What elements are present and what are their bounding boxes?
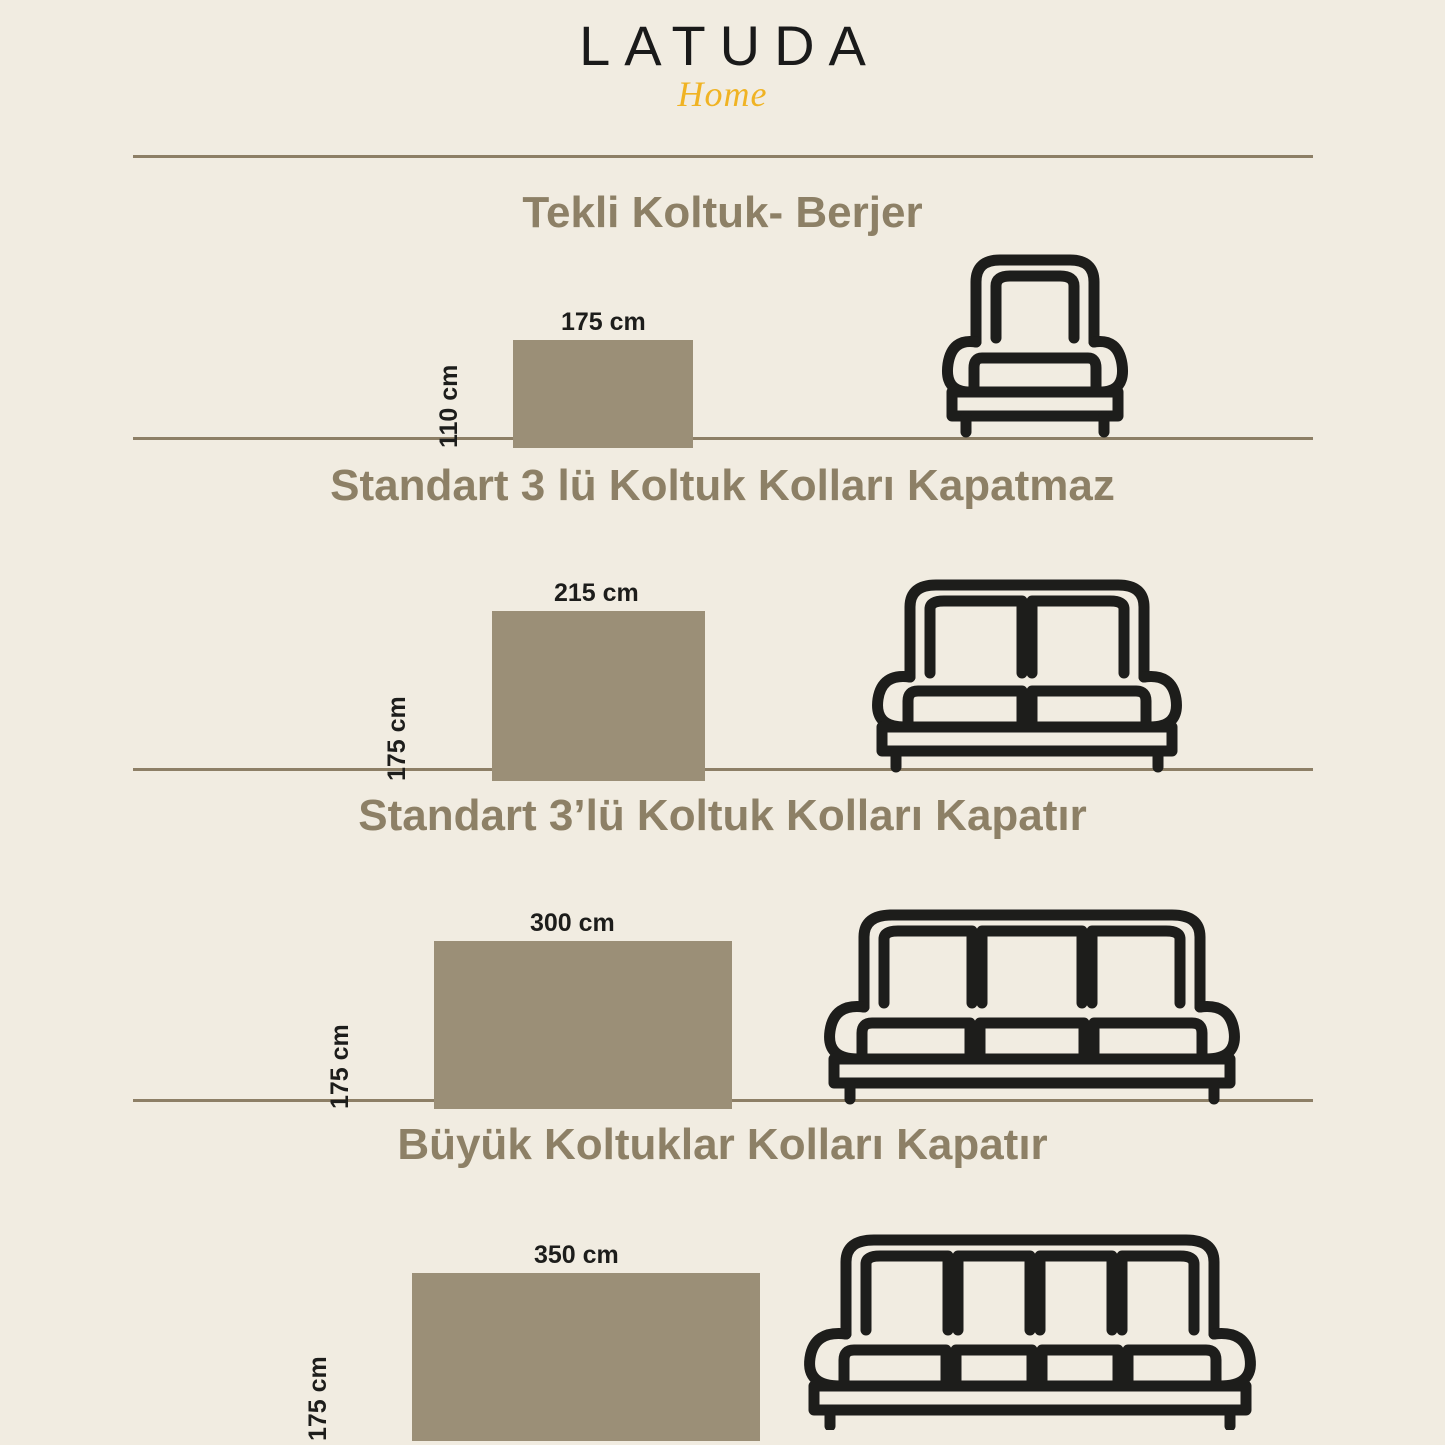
width-label: 175 cm [561,308,646,337]
section-large-sofa [0,1120,1445,1442]
sofa-four-seat-icon [790,1230,1270,1430]
sofa-three-seat-icon [812,905,1252,1105]
width-label: 215 cm [554,579,639,608]
section-standard-3-no-arms [0,461,1445,782]
loveseat-icon [862,575,1192,775]
section-title: Standart 3’lü Koltuk Kolları Kapatır [358,791,1087,840]
dimension-rect [513,340,693,448]
height-label: 175 cm [304,1356,332,1442]
dimension-diagram [304,1241,760,1442]
section-standard-3-with-arms [0,791,1445,1110]
section-title: Tekli Koltuk- Berjer [522,188,923,237]
brand-name: LATUDA [579,14,880,77]
dimension-rect [434,941,732,1109]
section-single-armchair [0,190,1445,456]
divider-1 [133,155,1313,158]
dimension-diagram [326,909,732,1110]
dimension-diagram [383,579,705,782]
width-label: 300 cm [530,909,615,938]
section-title: Standart 3 lü Koltuk Kolları Kapatmaz [330,461,1115,510]
height-label: 175 cm [383,696,411,782]
armchair-icon [930,246,1140,446]
section-title: Büyük Koltuklar Kolları Kapatır [397,1120,1048,1169]
height-label: 175 cm [326,1024,354,1110]
dimension-diagram [435,308,693,449]
brand-logo [0,14,1445,114]
dimension-rect [492,611,705,781]
width-label: 350 cm [534,1241,619,1270]
height-label: 110 cm [435,364,463,449]
dimension-rect [412,1273,760,1441]
brand-subtitle: Home [677,74,768,114]
